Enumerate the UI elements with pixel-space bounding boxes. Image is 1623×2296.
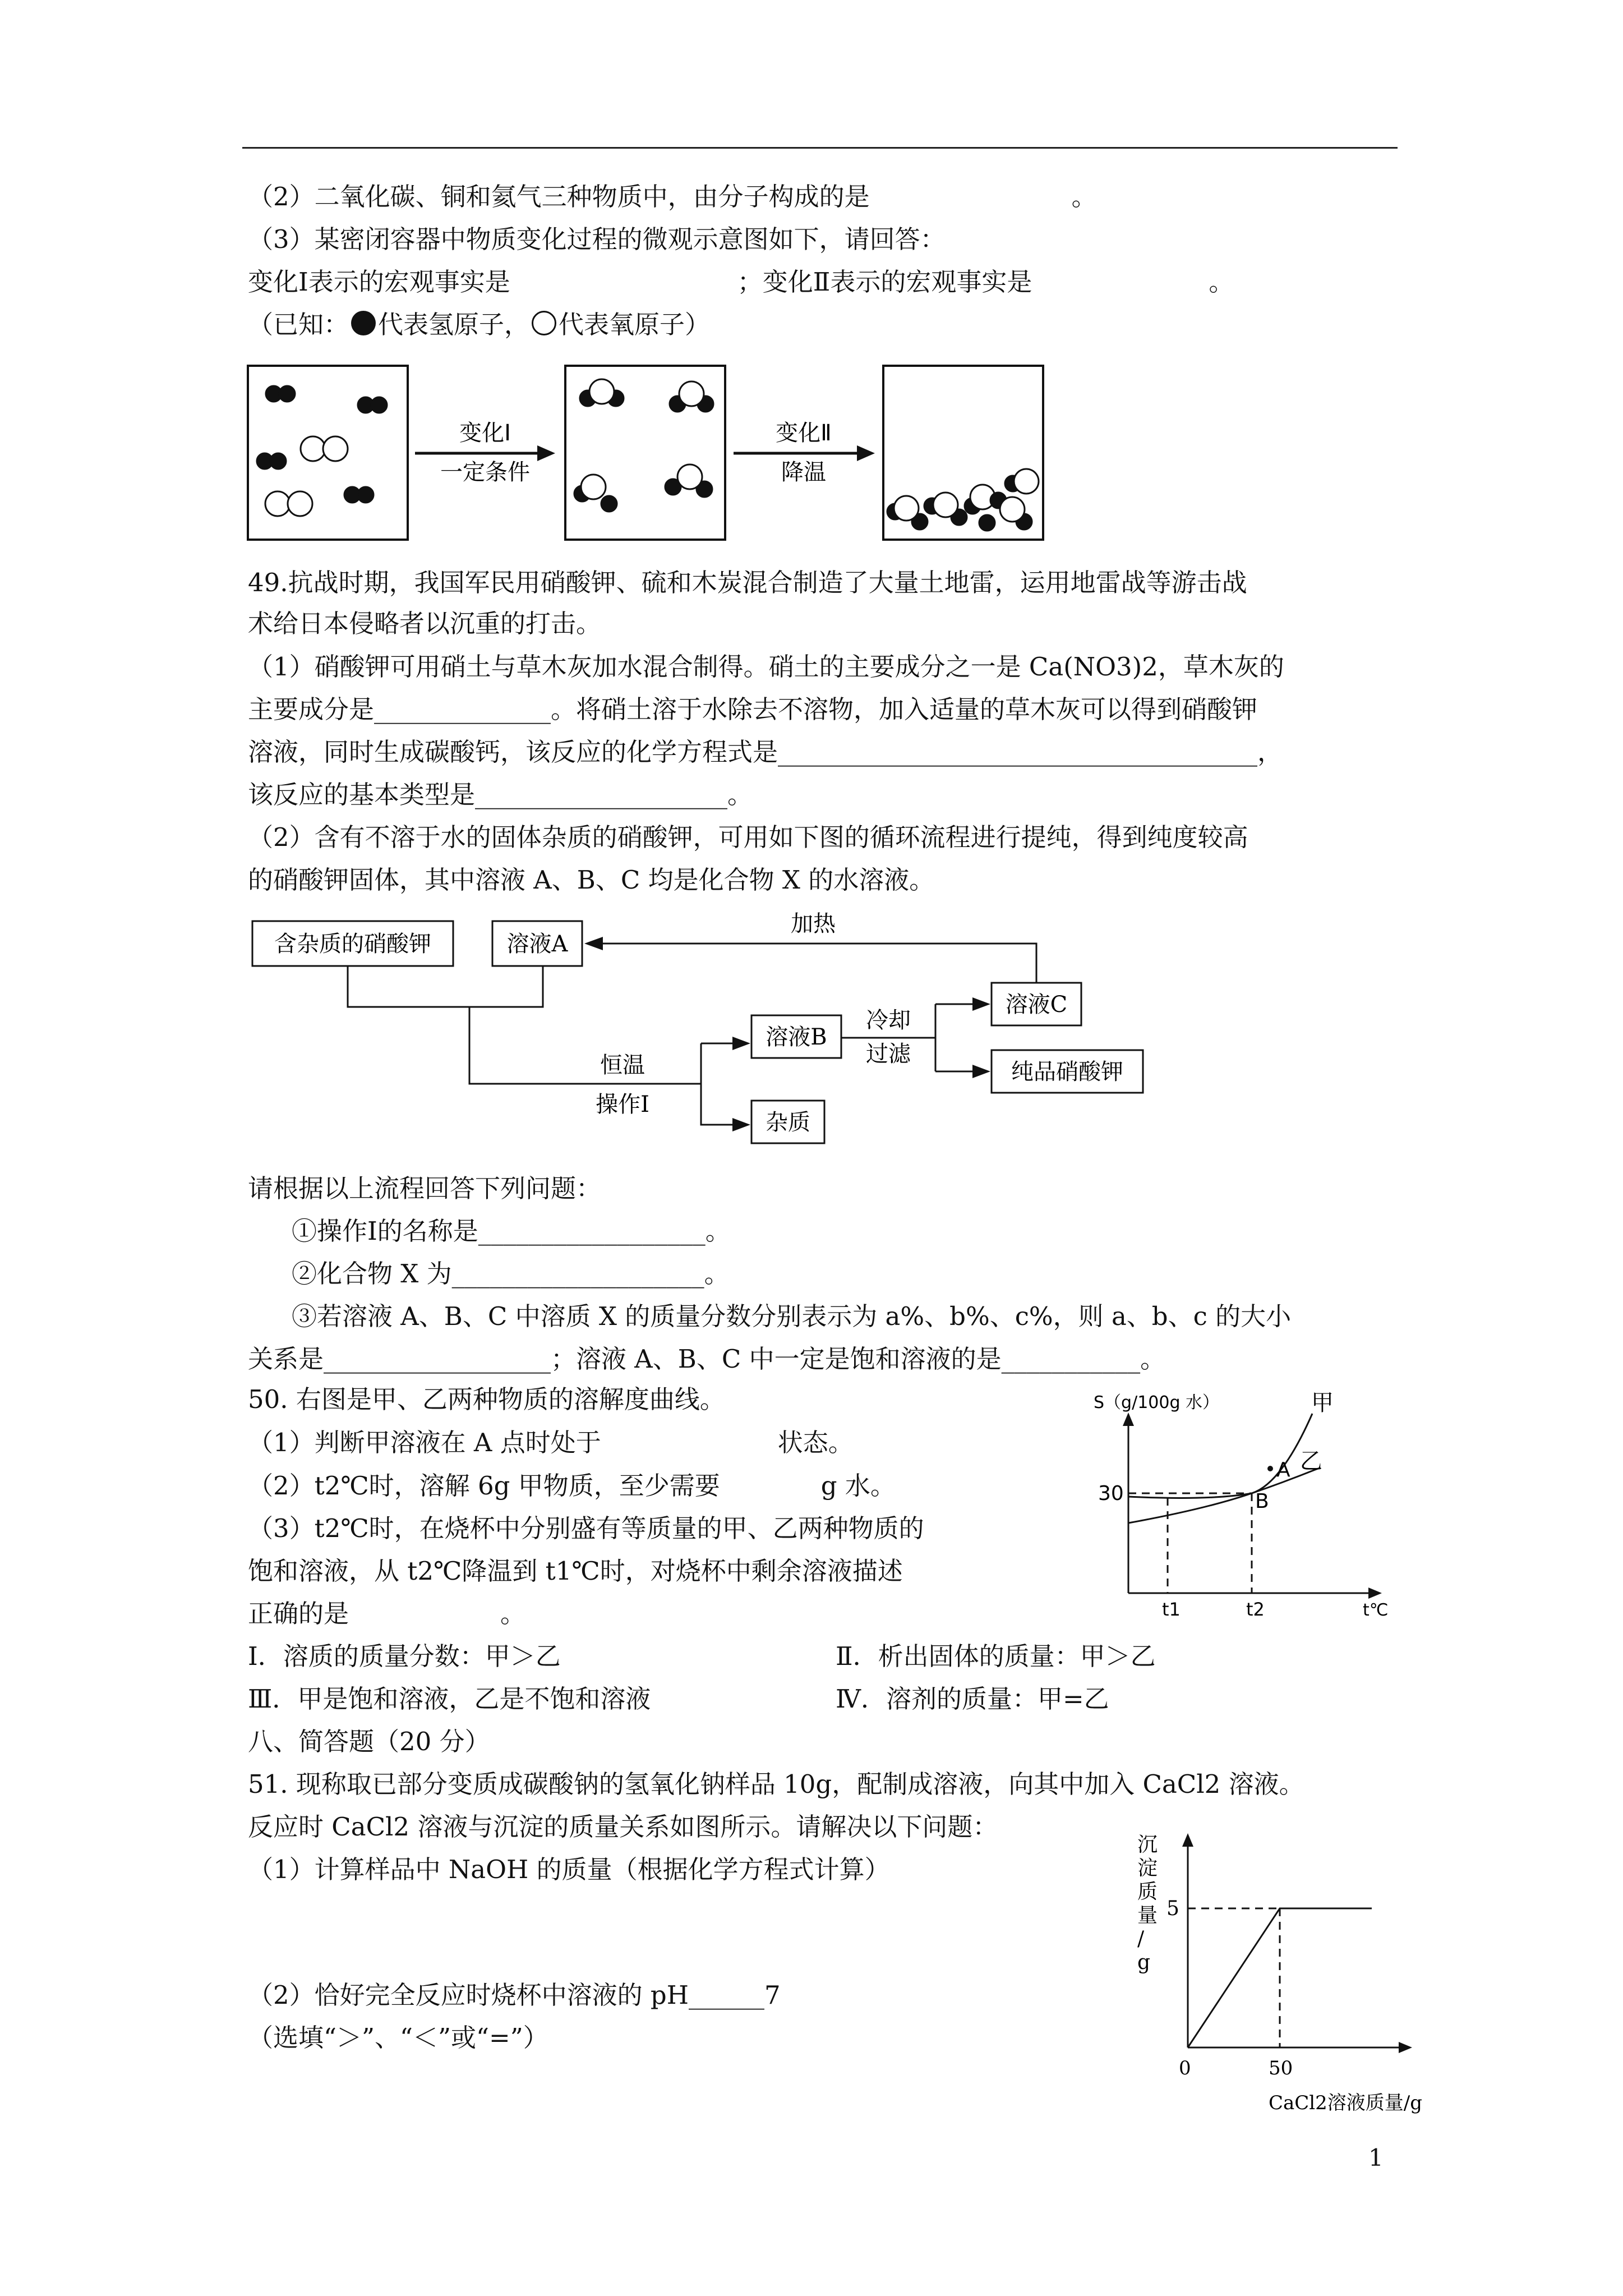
flow-solB-label: 溶液B xyxy=(766,1024,827,1050)
q50-3-text: （3）t2℃时，在烧杯中分别盛有等质量的甲、乙两种物质的 xyxy=(248,1513,924,1543)
sol-ylabel: S（g/100g 水） xyxy=(1094,1393,1220,1412)
flow-pure-label: 纯品硝酸钾 xyxy=(1011,1059,1123,1085)
known-hydrogen-label: 代表氢原子， xyxy=(378,310,530,339)
arrow1-top-label: 变化Ⅰ xyxy=(459,420,511,446)
q51-2-text: （2）恰好完全反应时烧杯中溶液的 pH______7 xyxy=(248,1980,781,2010)
ppt-ylabel-1 xyxy=(1137,1833,1158,1974)
sol-t2-tick: t2 xyxy=(1246,1599,1265,1620)
ppt-x-tick: 50 xyxy=(1269,2057,1293,2079)
q49-iii-text: ③若溶液 A、B、C 中溶质 X 的质量分数分别表示为 a%、b%、c%，则 a、b、c 的大小 xyxy=(292,1301,1292,1331)
q51b-text: 反应时 CaCl2 溶液与沉淀的质量关系如图所示。请解决以下问题： xyxy=(248,1812,998,1842)
q49b-text: 术给日本侵略者以沉重的打击。 xyxy=(248,609,602,638)
option-3: Ⅲ．甲是饱和溶液，乙是不饱和溶液 xyxy=(248,1684,651,1714)
q49-ask-text: 请根据以上流程回答下列问题： xyxy=(248,1174,602,1203)
q50-text: 50. 右图是甲、乙两种物质的溶解度曲线。 xyxy=(248,1384,725,1414)
flow-solC-label: 溶液C xyxy=(1005,992,1068,1018)
ppt-ylabel-char: g xyxy=(1137,1951,1151,1974)
hydrogen-atom-icon xyxy=(351,311,376,335)
precipitate-chart xyxy=(1122,1823,1503,2126)
flow-impure-label: 含杂质的硝酸钾 xyxy=(274,931,431,957)
option-2: Ⅱ．析出固体的质量：甲＞乙 xyxy=(836,1641,1156,1671)
solubility-chart xyxy=(1082,1386,1408,1621)
q49-i-text: ①操作Ⅰ的名称是__________________。 xyxy=(292,1216,731,1246)
known-oxygen-label: 代表氧原子） xyxy=(559,310,711,339)
ppt-origin: 0 xyxy=(1179,2057,1191,2079)
q49-1-text: （1）硝酸钾可用硝土与草木灰加水混合制得。硝土的主要成分之一是 Ca(NO3)2，草木灰的 xyxy=(248,652,1284,682)
flow-chart xyxy=(241,903,1161,1172)
q49-iiib-text: 关系是__________________；溶液 A、B、C 中一定是饱和溶液的是___________。 xyxy=(248,1344,1166,1374)
option-4: Ⅳ．溶剂的质量：甲=乙 xyxy=(836,1684,1109,1714)
arrow2-bottom-label: 降温 xyxy=(781,459,826,485)
curve-jia xyxy=(1128,1414,1312,1498)
q48-2-text: （2）二氧化碳、铜和氦气三种物质中，由分子构成的是 。 xyxy=(248,182,1097,211)
micro-diagram xyxy=(241,359,1054,550)
ppt-xlabel: CaCl2溶液质量/g xyxy=(1269,2092,1423,2114)
page-number: 1 xyxy=(1368,2144,1384,2171)
point-a-label: A xyxy=(1276,1458,1290,1481)
known-prefix: （已知： xyxy=(248,310,349,339)
ppt-ylabel-char: 质 xyxy=(1137,1880,1158,1903)
series-jia-label: 甲 xyxy=(1311,1390,1334,1416)
ppt-ylabel-char: 量 xyxy=(1137,1904,1158,1927)
ppt-ylabel-char: 沉 xyxy=(1137,1833,1158,1856)
q50-3b-text: 饱和溶液，从 t2℃降温到 t1℃时，对烧杯中剩余溶液描述 xyxy=(248,1556,903,1586)
q50-1-text: （1）判断甲溶液在 A 点时处于 状态。 xyxy=(248,1428,854,1457)
sol-t1-tick: t1 xyxy=(1162,1599,1181,1620)
q51-1-text: （1）计算样品中 NaOH 的质量（根据化学方程式计算） xyxy=(248,1855,890,1884)
container-2-molecules xyxy=(574,379,713,512)
q49-1b-text: 主要成分是______________。将硝土溶于水除去不溶物，加入适量的草木灰可以得到硝酸钾 xyxy=(248,694,1258,724)
ppt-y-tick: 5 xyxy=(1166,1897,1179,1920)
ppt-ylabel-char: 淀 xyxy=(1137,1857,1158,1880)
flow-op1-label: 操作Ⅰ xyxy=(596,1092,649,1117)
arrow2-top-label: 变化Ⅱ xyxy=(776,420,832,446)
arrow1-bottom-label: 一定条件 xyxy=(440,459,530,485)
q51-text: 51. 现称取已部分变质成碳酸钠的氢氧化钠样品 10g，配制成溶液，向其中加入 CaCl2 溶液。 xyxy=(248,1769,1304,1799)
q50-2-text: （2）t2℃时，溶解 6g 甲物质，至少需要 g 水。 xyxy=(248,1471,896,1501)
flow-solA-label: 溶液A xyxy=(506,931,568,957)
point-a xyxy=(1267,1466,1273,1471)
header-rule xyxy=(242,147,1398,149)
q48-3a-text: 变化Ⅰ表示的宏观事实是 ；变化Ⅱ表示的宏观事实是 。 xyxy=(248,267,1234,297)
flow-const-temp-label: 恒温 xyxy=(600,1052,645,1078)
flow-heat-label: 加热 xyxy=(791,911,836,937)
container-3-molecules xyxy=(887,469,1039,531)
section-8-title: 八、简答题（20 分） xyxy=(248,1727,490,1756)
sol-y-tick: 30 xyxy=(1098,1482,1124,1505)
arrow-1 xyxy=(415,445,555,461)
q49-ii-text: ②化合物 X 为____________________。 xyxy=(292,1259,730,1289)
arrow-2 xyxy=(734,445,875,461)
flow-impurity-label: 杂质 xyxy=(766,1110,810,1135)
option-1: Ⅰ．溶质的质量分数：甲＞乙 xyxy=(248,1641,561,1671)
ppt-ylabel-char: / xyxy=(1137,1927,1145,1950)
q51-2b-text: （选填“＞”、“＜”或“=”） xyxy=(248,2023,548,2053)
sol-xlabel: t℃ xyxy=(1363,1600,1389,1620)
flow-cool-label: 冷却 xyxy=(866,1007,911,1033)
q49-text: 49.抗战时期，我国军民用硝酸钾、硫和木炭混合制造了大量土地雷，运用地雷战等游击战 xyxy=(248,568,1247,597)
oxygen-atom-icon xyxy=(532,311,556,335)
q49-2b-text: 的硝酸钾固体，其中溶液 A、B、C 均是化合物 X 的水溶液。 xyxy=(248,865,935,895)
container-1-molecules xyxy=(257,386,387,516)
q49-2-text: （2）含有不溶于水的固体杂质的硝酸钾，可用如下图的循环流程进行提纯，得到纯度较高 xyxy=(248,822,1248,852)
flow-filter-label: 过滤 xyxy=(866,1041,911,1067)
q49-1d-text: 该反应的基本类型是____________________。 xyxy=(248,780,753,809)
q50-3c-text: 正确的是 。 xyxy=(248,1599,526,1628)
series-yi-label: 乙 xyxy=(1300,1448,1322,1474)
known-legend xyxy=(248,309,710,341)
point-b-label: B xyxy=(1255,1490,1269,1513)
q48-3-text: （3）某密闭容器中物质变化过程的微观示意图如下，请回答： xyxy=(248,224,946,254)
q49-1c-text: 溶液，同时生成碳酸钙，该反应的化学方程式是______________________________________， xyxy=(248,737,1283,767)
